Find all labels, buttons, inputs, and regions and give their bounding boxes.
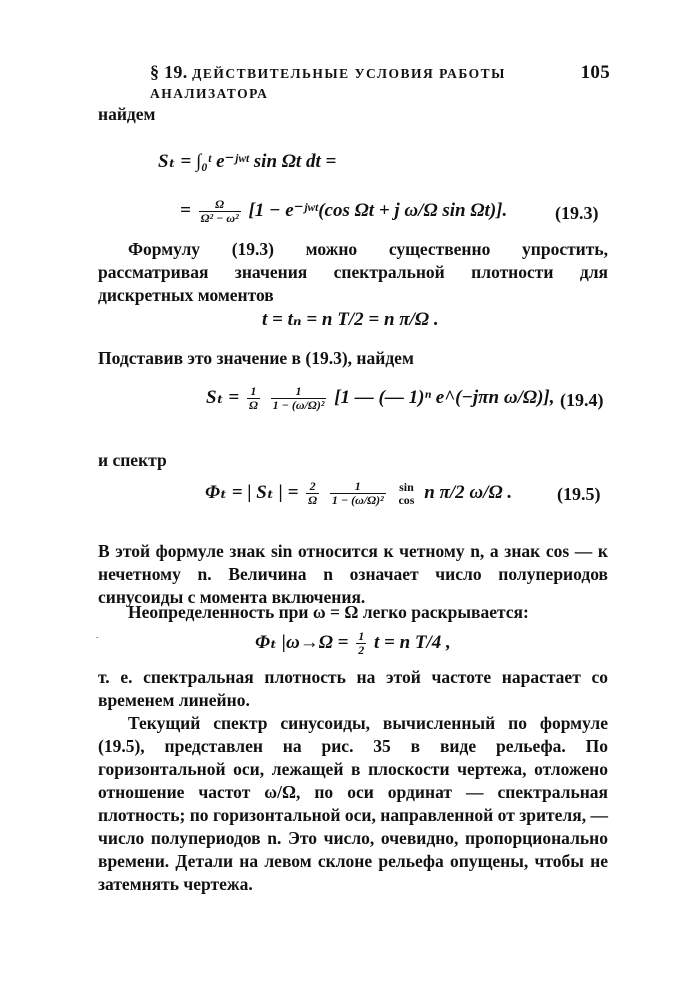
paragraph-sign: В этой формуле знак sin относится к четному n, а знак cos — к нечетному n. Величина n означает число полупериодов синусоиды с момента включения. <box>98 541 608 607</box>
running-header <box>150 62 610 103</box>
running-title: ДЕЙСТВИТЕЛЬНЫЕ УСЛОВИЯ РАБОТЫ АНАЛИЗАТОРА <box>150 66 506 101</box>
frac-num: 1 <box>358 629 365 643</box>
equation-limit <box>255 630 451 657</box>
stray-mark: . <box>96 630 99 640</box>
equation-number-19-5: (19.5) <box>557 484 601 504</box>
equation-t-n: t = tₙ = n T/2 = n π/Ω . <box>262 309 439 330</box>
fraction <box>356 630 366 657</box>
cos-label: cos <box>398 492 415 507</box>
equation-19-5 <box>205 480 512 507</box>
equation-19-4 <box>206 385 554 412</box>
frac-den: Ω² − ω² <box>200 211 239 225</box>
eq-rhs: t = n T/4 , <box>373 631 451 653</box>
eq-lhs: Sₜ = <box>206 386 240 408</box>
paragraph-uncertainty: Неопределенность при ω = Ω легко раскрывается: <box>128 602 529 622</box>
frac-den: Ω <box>308 493 318 507</box>
intro-word: найдем <box>98 104 156 124</box>
sin-label: sin <box>399 479 414 494</box>
equation-19-3-line1: Sₜ = ∫₀ᵗ e⁻ʲʷᵗ sin Ωt dt = <box>158 151 337 172</box>
section-number: § 19. <box>150 62 188 82</box>
frac-den: Ω <box>248 398 258 412</box>
paragraph-simplify: Формулу (19.3) можно существенно упростить, рассматривая значения спектральной плотности для дискретных моментов <box>98 239 608 305</box>
fraction <box>330 480 386 507</box>
eq-body: [1 − e⁻ʲʷᵗ(cos Ωt + j ω/Ω sin Ωt)]. <box>248 199 508 221</box>
paragraph-substitute: Подставив это значение в (19.3), найдем <box>98 348 414 368</box>
fraction <box>199 198 241 225</box>
equation-number-19-4: (19.4) <box>560 390 604 410</box>
fraction <box>271 385 327 412</box>
equation-19-3-line2 <box>180 198 507 225</box>
frac-den: 1 − (ω/Ω)² <box>331 493 384 507</box>
equation-number-19-3: (19.3) <box>555 203 599 223</box>
frac-num: Ω <box>199 198 241 212</box>
frac-num: 1 <box>247 385 260 399</box>
sin-cos-stack <box>396 481 416 507</box>
eq-lhs: Φₜ = | Sₜ | = <box>205 481 299 503</box>
paragraph-current-spectrum: Текущий спектр синусоиды, вычисленный по формуле (19.5), представлен на рис. 35 в виде рельефа. По горизонтальной оси, лежащей в плоскости чертежа, отложено отношение частот ω/Ω, по оси ординат — спектральная плотность; по горизонтальной оси, направленной от зрителя, — число полупериодов n. Это число, очевидно, пропорционально времени. Детали на левом склоне рельефа опущены, чтобы не затемнять чертежа. <box>98 713 608 894</box>
spectrum-intro: и спектр <box>98 450 167 470</box>
frac-den: 1 − (ω/Ω)² <box>272 398 325 412</box>
eq-lhs: Φₜ |ω→Ω = <box>255 631 349 653</box>
paragraph-linear: т. е. спектральная плотность на этой частоте нарастает со временем линейно. <box>98 667 608 710</box>
eq-tail: n π/2 ω/Ω . <box>424 481 513 503</box>
eq-body: [1 — (— 1)ⁿ e^(−jπn ω/Ω)], <box>334 386 555 408</box>
frac-num: 1 <box>330 480 386 494</box>
frac-num: 2 <box>306 480 319 494</box>
frac-num: 1 <box>271 385 327 399</box>
fraction <box>247 385 260 412</box>
frac-den: 2 <box>358 643 365 657</box>
fraction <box>306 480 319 507</box>
eq-prefix: = <box>180 199 191 221</box>
page-number: 105 <box>580 62 610 83</box>
